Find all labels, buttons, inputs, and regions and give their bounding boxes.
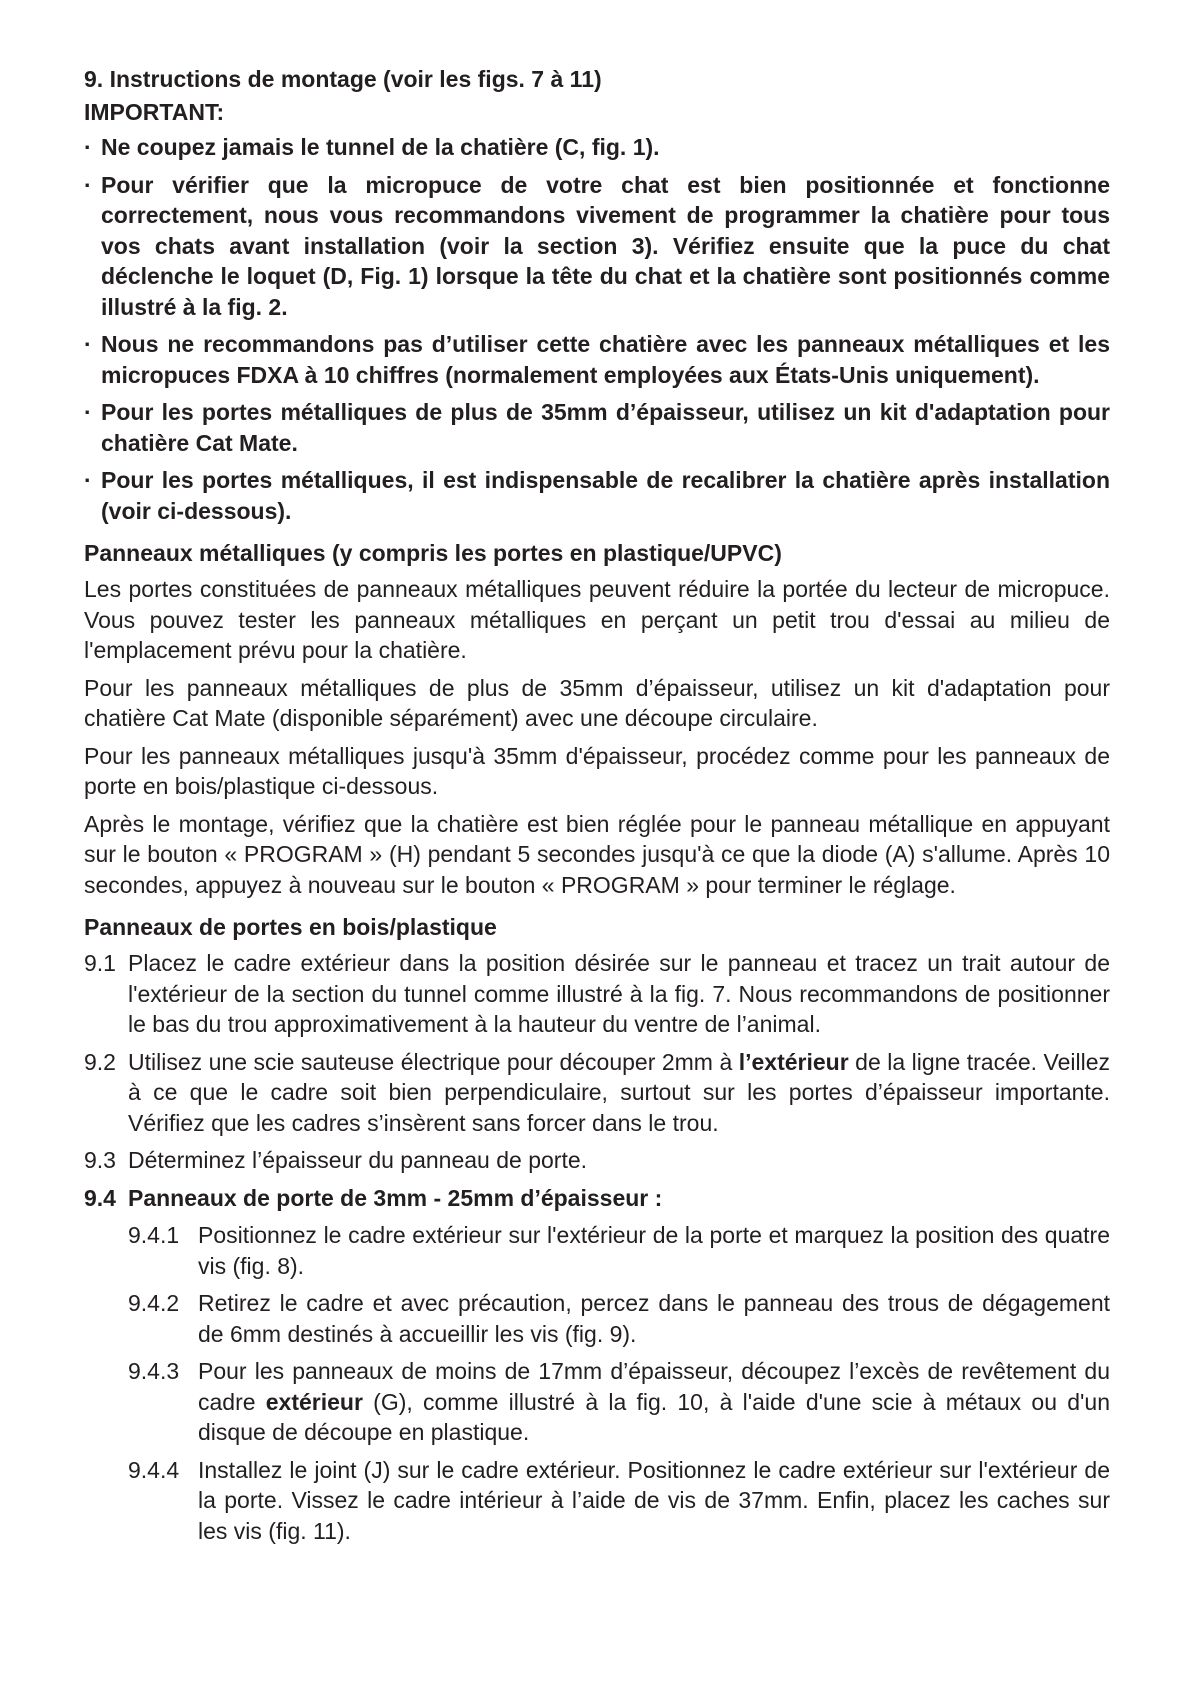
bullet-icon: · xyxy=(84,134,92,160)
important-item xyxy=(84,170,1110,323)
step-9-4-1 xyxy=(84,1220,1110,1281)
important-item xyxy=(84,329,1110,390)
important-item xyxy=(84,397,1110,458)
important-item xyxy=(84,465,1110,526)
step-9-4-4 xyxy=(84,1455,1110,1547)
important-item-text: Pour les portes métalliques, il est indispensable de recalibrer la chatière après installation (voir ci-dessous). xyxy=(101,467,1110,524)
step-text: (G), comme illustré à la fig. 10, à l'aide d'une scie à métaux ou d'un disque de découpe en plastique. xyxy=(198,1388,1110,1445)
step-text: de la ligne tracée. Veillez à ce que le cadre soit bien perpendiculaire, surtout sur les portes d’épaisseur importante. Vérifiez que les cadres s’insèrent sans forcer dans le trou. xyxy=(128,1048,1111,1136)
step-number: 9.4 xyxy=(84,1184,116,1211)
step-9-4-2 xyxy=(84,1288,1110,1349)
step-text: Utilisez une scie sauteuse électrique pour découper 2mm à xyxy=(128,1048,739,1075)
section-title: 9. Instructions de montage (voir les figs. 7 à 11) xyxy=(84,66,602,92)
step-9-1 xyxy=(84,948,1110,1040)
bullet-icon: · xyxy=(84,331,92,357)
step-text: Pour les panneaux de moins de 17mm d’épaisseur, découpez l’excès de revêtement du cadre xyxy=(198,1358,1110,1415)
step-number: 9.2 xyxy=(84,1048,116,1075)
important-item-text: Ne coupez jamais le tunnel de la chatière (C, fig. 1). xyxy=(101,134,660,160)
step-9-2 xyxy=(84,1047,1110,1139)
metal-paragraph: Les portes constituées de panneaux métalliques peuvent réduire la portée du lecteur de micropuce. Vous pouvez tester les panneaux métalliques en perçant un petit trou d'essai au milieu de l'emplacement prévu pour la chatière. xyxy=(84,576,1110,663)
important-item-text: Pour vérifier que la micropuce de votre chat est bien positionnée et fonctionne correctement, nous vous recommandons vivement de programmer la chatière pour tous vos chats avant installation (voir la section 3). Vérifiez ensuite que la puce du chat déclenche le loquet (D, Fig. 1) lorsque la tête du chat et la chatière sont positionnés comme illustré à la fig. 2. xyxy=(101,171,1110,320)
important-item xyxy=(84,132,1110,163)
important-label: IMPORTANT: xyxy=(84,99,225,125)
step-text: Panneaux de porte de 3mm - 25mm d’épaisseur : xyxy=(128,1184,663,1211)
step-number: 9.4.3 xyxy=(128,1358,180,1384)
bullet-icon: · xyxy=(84,171,92,198)
step-number: 9.4.4 xyxy=(128,1456,180,1483)
wood-panels-heading: Panneaux de portes en bois/plastique xyxy=(84,914,497,940)
important-list xyxy=(84,132,1110,526)
step-text: Retirez le cadre et avec précaution, percez dans le panneau des trous de dégagement de 6mm destinés à accueillir les vis (fig. 9). xyxy=(198,1290,1110,1347)
bullet-icon: · xyxy=(84,467,92,493)
step-number: 9.4.1 xyxy=(128,1222,180,1248)
metal-panels-heading: Panneaux métalliques (y compris les portes en plastique/UPVC) xyxy=(84,540,782,566)
document-page xyxy=(84,64,1110,1553)
step-9-4 xyxy=(84,1183,1110,1214)
step-text: Placez le cadre extérieur dans la position désirée sur le panneau et tracez un trait autour de l'extérieur de la section du tunnel comme illustré à la fig. 7. Nous recommandons de positionner le bas du trou approximativement à la hauteur du ventre de l’animal. xyxy=(128,950,1110,1037)
step-number: 9.4.2 xyxy=(128,1290,180,1316)
metal-paragraph: Pour les panneaux métalliques de plus de 35mm d’épaisseur, utilisez un kit d'adaptation pour chatière Cat Mate (disponible séparément) avec une découpe circulaire. xyxy=(84,674,1110,731)
step-number: 9.3 xyxy=(84,1147,116,1173)
metal-paragraph: Après le montage, vérifiez que la chatière est bien réglée pour le panneau métallique en appuyant sur le bouton « PROGRAM » (H) pendant 5 secondes jusqu'à ce que la diode (A) s'allume. Après 10 secondes, appuyez à nouveau sur le bouton « PROGRAM » pour terminer le réglage. xyxy=(84,810,1110,898)
step-number: 9.1 xyxy=(84,950,116,976)
bullet-icon: · xyxy=(84,399,92,425)
step-text: Installez le joint (J) sur le cadre extérieur. Positionnez le cadre extérieur sur l'extérieur de la porte. Vissez le cadre intérieur à l’aide de vis de 37mm. Enfin, placez les caches sur les vis (fig. 11). xyxy=(198,1456,1110,1544)
step-text: Déterminez l’épaisseur du panneau de porte. xyxy=(128,1147,588,1173)
step-text-emphasis: extérieur xyxy=(265,1388,363,1415)
step-text-emphasis: l’extérieur xyxy=(738,1048,849,1075)
step-text: Positionnez le cadre extérieur sur l'extérieur de la porte et marquez la position des quatre vis (fig. 8). xyxy=(198,1222,1110,1279)
step-9-4-3 xyxy=(84,1356,1110,1448)
metal-paragraph: Pour les panneaux métalliques jusqu'à 35mm d'épaisseur, procédez comme pour les panneaux de porte en bois/plastique ci-dessous. xyxy=(84,742,1110,799)
important-item-text: Nous ne recommandons pas d’utiliser cette chatière avec les panneaux métalliques et les micropuces FDXA à 10 chiffres (normalement employées aux États-Unis uniquement). xyxy=(101,331,1110,388)
important-item-text: Pour les portes métalliques de plus de 35mm d’épaisseur, utilisez un kit d'adaptation pour chatière Cat Mate. xyxy=(101,399,1110,456)
step-9-3 xyxy=(84,1145,1110,1176)
